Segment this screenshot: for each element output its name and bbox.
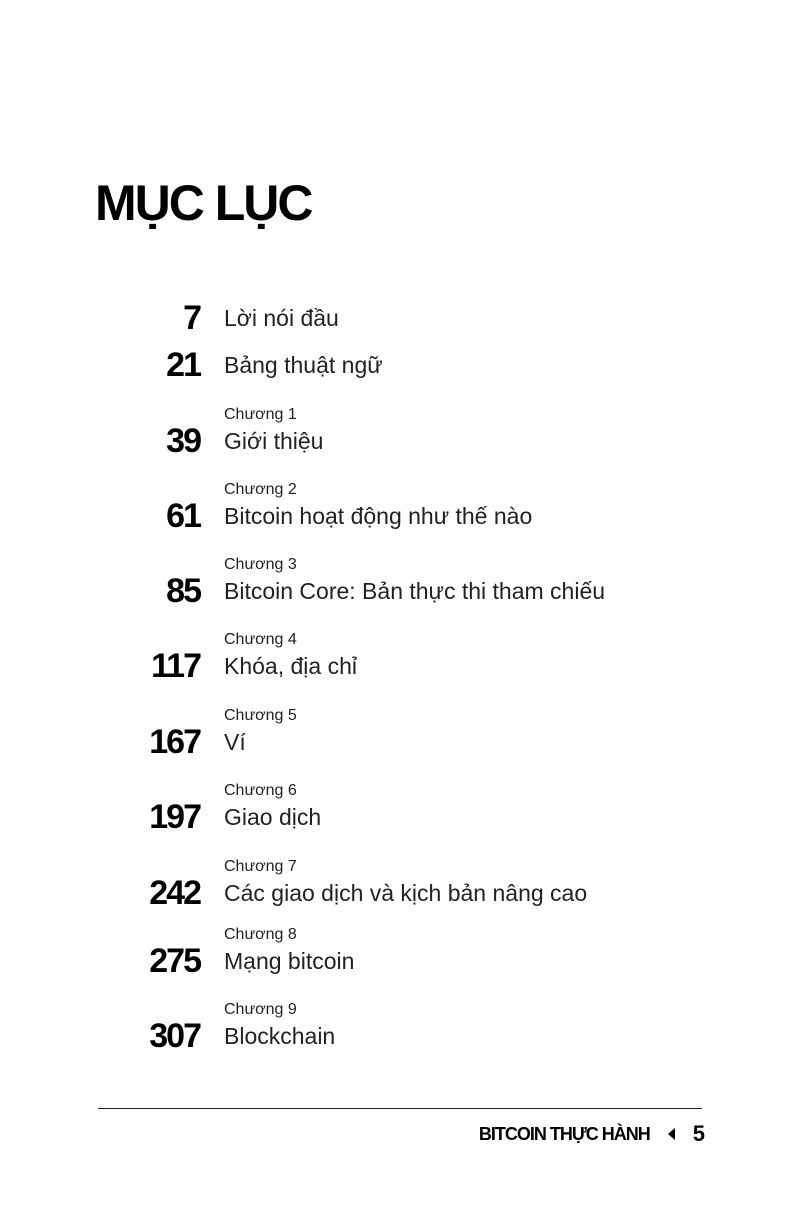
toc-title: Giao dịch bbox=[224, 804, 322, 830]
toc-page-number: 307 bbox=[149, 1017, 200, 1055]
toc-page-number: 167 bbox=[149, 723, 200, 761]
book-title: BITCOIN THỰC HÀNH bbox=[478, 1124, 650, 1144]
toc-page-number: 275 bbox=[149, 942, 200, 980]
toc-chapter-label: Chương 1 bbox=[224, 406, 297, 423]
toc-page-number: 85 bbox=[166, 572, 200, 610]
toc-page-number: 21 bbox=[166, 346, 200, 384]
toc-title: Giới thiệu bbox=[224, 428, 324, 454]
toc-chapter-label: Chương 3 bbox=[224, 556, 297, 573]
toc-chapter-label: Chương 9 bbox=[224, 1001, 297, 1018]
toc-title: Lời nói đầu bbox=[224, 305, 339, 331]
toc-page-number: 197 bbox=[149, 798, 200, 836]
page-number: 5 bbox=[692, 1121, 705, 1146]
toc-chapter-label: Chương 4 bbox=[224, 631, 297, 648]
toc-title: Blockchain bbox=[224, 1023, 336, 1049]
toc-chapter-label: Chương 8 bbox=[224, 926, 297, 943]
toc-page-number: 61 bbox=[166, 497, 200, 535]
toc-title: Các giao dịch và kịch bản nâng cao bbox=[224, 880, 588, 906]
toc-chapter-label: Chương 2 bbox=[224, 481, 297, 498]
toc-title: Ví bbox=[224, 729, 246, 755]
toc-chapter-label: Chương 5 bbox=[224, 707, 297, 724]
footer-divider bbox=[98, 1108, 702, 1109]
toc-page-number: 242 bbox=[149, 874, 200, 912]
toc-title: Khóa, địa chỉ bbox=[224, 653, 357, 679]
toc-title: Mạng bitcoin bbox=[224, 948, 355, 974]
toc-title: Bitcoin hoạt động như thế nào bbox=[224, 503, 533, 529]
toc-page-number: 117 bbox=[151, 647, 200, 685]
left-triangle-icon bbox=[668, 1128, 675, 1140]
toc-page-number: 7 bbox=[183, 299, 200, 337]
toc-chapter-label: Chương 6 bbox=[224, 782, 297, 799]
toc-title: Bitcoin Core: Bản thực thi tham chiếu bbox=[224, 578, 606, 604]
toc-chapter-label: Chương 7 bbox=[224, 858, 297, 875]
page-title: MỤC LỤC bbox=[95, 175, 312, 231]
toc-page-number: 39 bbox=[166, 422, 200, 460]
page-footer bbox=[479, 1122, 705, 1146]
toc-title: Bảng thuật ngữ bbox=[224, 352, 383, 378]
